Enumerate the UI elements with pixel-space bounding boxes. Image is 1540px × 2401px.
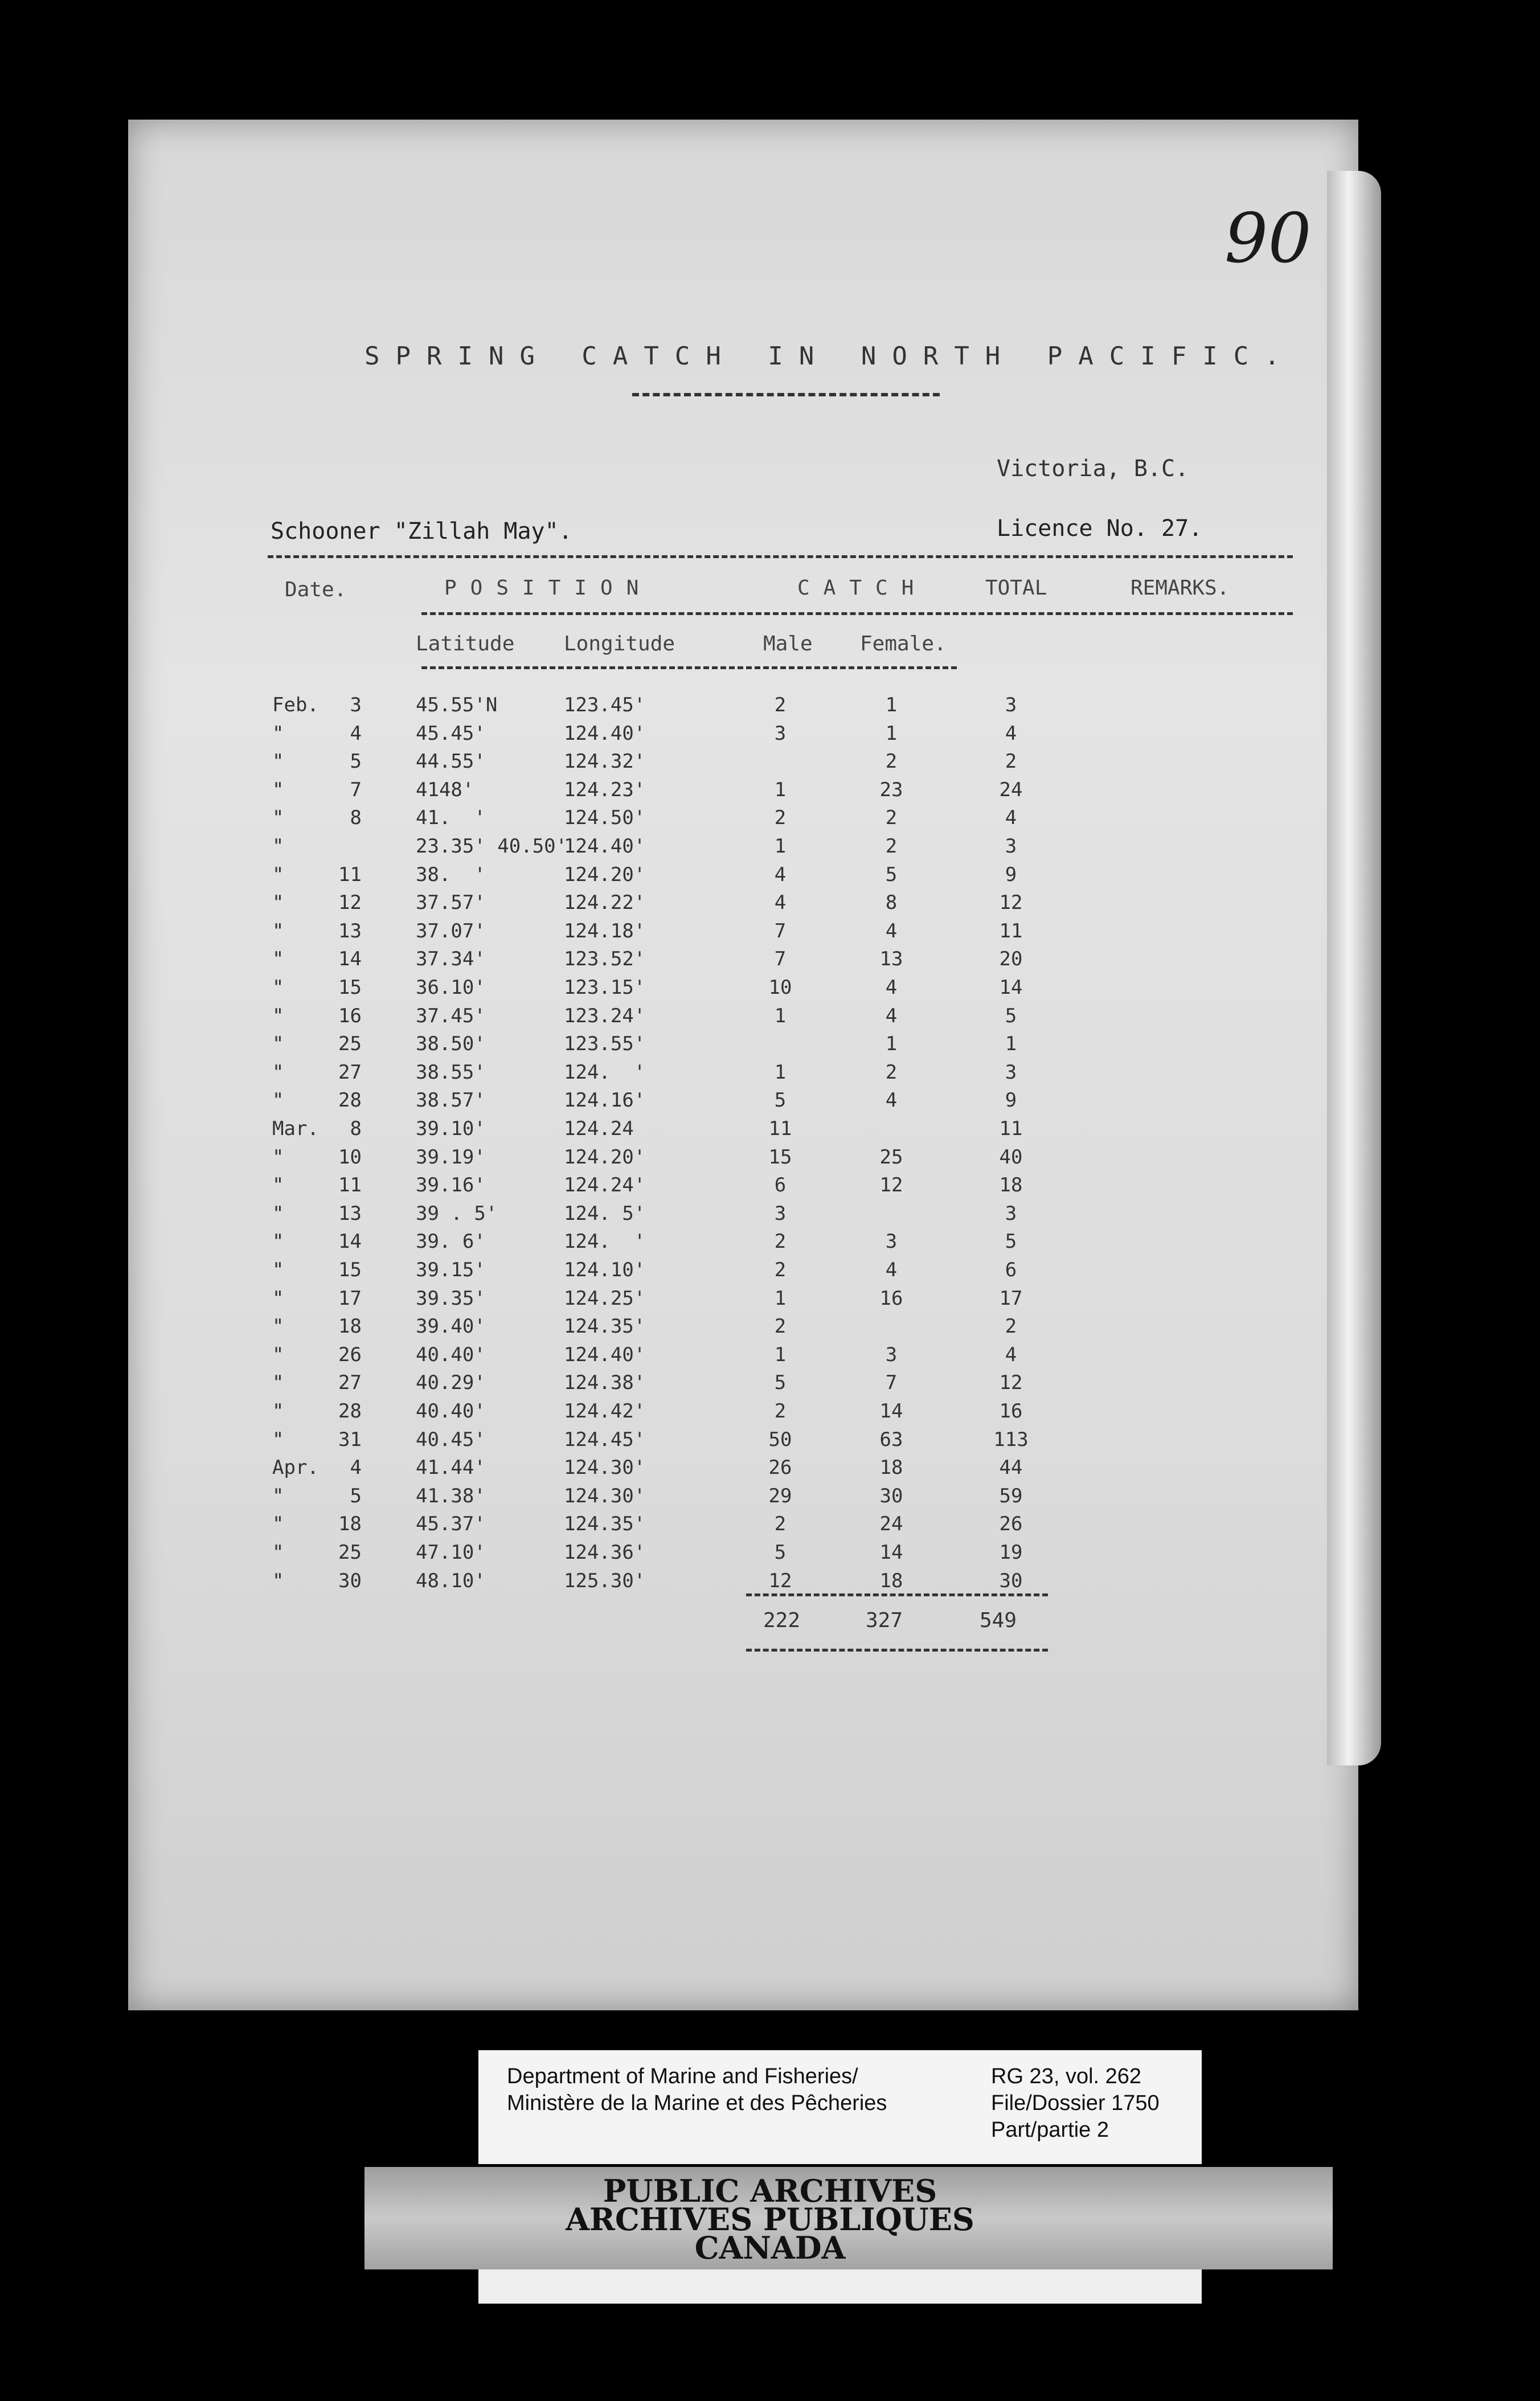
dept-french: Ministère de la Marine et des Pêcheries (507, 2091, 887, 2115)
cell-day: 7 (350, 779, 362, 801)
cell-month: " (272, 1513, 284, 1535)
cell-total: 3 (1005, 1061, 1017, 1084)
cell-day: 31 (338, 1428, 362, 1451)
cell-latitude: 39.19' (416, 1146, 486, 1169)
cell-day: 5 (350, 1485, 362, 1507)
cell-male: 50 (768, 1428, 792, 1451)
table-row (0, 1005, 1540, 1033)
cell-latitude: 40.29' (416, 1371, 486, 1394)
total-all: 549 (980, 1609, 1017, 1632)
header-male: Male (763, 632, 813, 655)
total-female: 327 (866, 1609, 903, 1632)
cell-month: " (272, 1061, 284, 1084)
cell-male: 2 (774, 1513, 787, 1535)
cell-female: 18 (879, 1570, 903, 1592)
cell-male: 5 (774, 1541, 787, 1564)
cell-month: " (272, 722, 284, 745)
cell-day: 26 (338, 1343, 362, 1366)
cell-month: " (272, 1032, 284, 1055)
cell-male: 2 (774, 1400, 787, 1423)
cell-longitude: 124.36' (564, 1541, 646, 1564)
cell-total: 14 (999, 976, 1023, 999)
table-row (0, 863, 1540, 892)
cell-total: 1 (1005, 1032, 1017, 1055)
cell-latitude: 41.38' (416, 1485, 486, 1507)
cell-male: 4 (774, 891, 787, 914)
table-row (0, 1400, 1540, 1428)
cell-longitude: 124.25' (564, 1287, 646, 1310)
cell-latitude: 37.34' (416, 948, 486, 970)
header-total: TOTAL (985, 576, 1047, 600)
cell-month: " (272, 1287, 284, 1310)
cell-month: " (272, 1371, 284, 1394)
table-row (0, 1174, 1540, 1202)
cell-latitude: 38.50' (416, 1032, 486, 1055)
cell-month: " (272, 1541, 284, 1564)
table-row (0, 750, 1540, 779)
cell-female: 24 (879, 1513, 903, 1535)
cell-female: 7 (885, 1371, 898, 1394)
table-row (0, 1146, 1540, 1174)
header-remarks: REMARKS. (1131, 576, 1230, 600)
cell-latitude: 39.15' (416, 1259, 486, 1281)
cell-day: 12 (338, 891, 362, 914)
cell-total: 16 (999, 1400, 1023, 1423)
cell-male: 7 (774, 920, 787, 943)
cell-day: 11 (338, 863, 362, 886)
stamp-archives-publiques: ARCHIVES PUBLIQUES (566, 2201, 974, 2238)
cell-day: 4 (350, 722, 362, 745)
cell-male: 7 (774, 948, 787, 970)
cell-month: " (272, 835, 284, 858)
cell-total: 17 (999, 1287, 1023, 1310)
cell-month: " (272, 750, 284, 773)
cell-month: " (272, 806, 284, 829)
cell-female: 14 (879, 1541, 903, 1564)
table-row (0, 1485, 1540, 1513)
table-row (0, 1089, 1540, 1117)
table-row (0, 1428, 1540, 1457)
cell-total: 18 (999, 1174, 1023, 1197)
cell-longitude: 123.24' (564, 1005, 646, 1027)
cell-day: 10 (338, 1146, 362, 1169)
cell-month: " (272, 1202, 284, 1225)
cell-longitude: 124. 5' (564, 1202, 646, 1225)
cell-female: 18 (879, 1456, 903, 1479)
cell-latitude: 37.57' (416, 891, 486, 914)
cell-total: 59 (999, 1485, 1023, 1507)
cell-month: " (272, 1089, 284, 1112)
cell-total: 5 (1005, 1230, 1017, 1253)
cell-day: 13 (338, 920, 362, 943)
cell-male: 2 (774, 694, 787, 716)
cell-latitude: 23.35' 40.50' (416, 835, 568, 858)
cell-total: 9 (1005, 863, 1017, 886)
cell-longitude: 124.30' (564, 1485, 646, 1507)
cell-longitude: 124.20' (564, 1146, 646, 1169)
cell-total: 12 (999, 1371, 1023, 1394)
cell-month: Feb. (272, 694, 319, 716)
cell-female: 4 (885, 920, 898, 943)
cell-month: " (272, 1230, 284, 1253)
cell-total: 24 (999, 779, 1023, 801)
cell-total: 12 (999, 891, 1023, 914)
cell-longitude: 124.30' (564, 1456, 646, 1479)
cell-month: " (272, 976, 284, 999)
table-row (0, 694, 1540, 722)
table-row (0, 1371, 1540, 1400)
table-row (0, 1315, 1540, 1343)
cell-male: 5 (774, 1089, 787, 1112)
cell-total: 19 (999, 1541, 1023, 1564)
cell-month: " (272, 1146, 284, 1169)
cell-female: 2 (885, 835, 898, 858)
cell-month: " (272, 1485, 284, 1507)
cell-female: 2 (885, 1061, 898, 1084)
cell-longitude: 123.15' (564, 976, 646, 999)
cell-longitude: 123.45' (564, 694, 646, 716)
cell-female: 13 (879, 948, 903, 970)
cell-longitude: 124.35' (564, 1315, 646, 1338)
cell-longitude: 124.22' (564, 891, 646, 914)
cell-longitude: 124.32' (564, 750, 646, 773)
cell-day: 17 (338, 1287, 362, 1310)
table-row (0, 1259, 1540, 1287)
cell-day: 28 (338, 1400, 362, 1423)
archive-ref-volume: RG 23, vol. 262 (991, 2064, 1142, 2088)
cell-longitude: 124.35' (564, 1513, 646, 1535)
cell-longitude: 124.10' (564, 1259, 646, 1281)
header-rule-mid (421, 612, 1293, 615)
archive-label (478, 2050, 1202, 2164)
cell-latitude: 41.44' (416, 1456, 486, 1479)
cell-male: 26 (768, 1456, 792, 1479)
cell-male: 11 (768, 1117, 792, 1140)
cell-day: 27 (338, 1061, 362, 1084)
cell-male: 4 (774, 863, 787, 886)
cell-total: 44 (999, 1456, 1023, 1479)
cell-day: 16 (338, 1005, 362, 1027)
cell-day: 8 (350, 1117, 362, 1140)
archive-ref-part: Part/partie 2 (991, 2118, 1109, 2142)
cell-longitude: 124.40' (564, 722, 646, 745)
cell-latitude: 40.40' (416, 1343, 486, 1366)
cell-latitude: 47.10' (416, 1541, 486, 1564)
cell-day: 25 (338, 1541, 362, 1564)
cell-longitude: 124. ' (564, 1061, 646, 1084)
cell-latitude: 4148' (416, 779, 474, 801)
cell-female: 2 (885, 750, 898, 773)
cell-total: 2 (1005, 1315, 1017, 1338)
cell-male: 6 (774, 1174, 787, 1197)
cell-total: 11 (999, 1117, 1023, 1140)
totals-rule-bottom (746, 1649, 1048, 1652)
cell-male: 1 (774, 1061, 787, 1084)
cell-male: 2 (774, 1315, 787, 1338)
cell-latitude: 38.57' (416, 1089, 486, 1112)
cell-total: 11 (999, 920, 1023, 943)
cell-latitude: 40.40' (416, 1400, 486, 1423)
cell-month: " (272, 891, 284, 914)
cell-total: 4 (1005, 1343, 1017, 1366)
cell-day: 15 (338, 976, 362, 999)
licence-number: Licence No. 27. (997, 515, 1203, 542)
cell-month: " (272, 1570, 284, 1592)
cell-day: 27 (338, 1371, 362, 1394)
cell-total: 3 (1005, 694, 1017, 716)
table-row (0, 1061, 1540, 1089)
cell-longitude: 124.50' (564, 806, 646, 829)
cell-latitude: 44.55' (416, 750, 486, 773)
cell-total: 3 (1005, 835, 1017, 858)
cell-male: 2 (774, 1230, 787, 1253)
table-row (0, 835, 1540, 863)
cell-day: 14 (338, 948, 362, 970)
cell-female: 4 (885, 976, 898, 999)
cell-latitude: 45.37' (416, 1513, 486, 1535)
cell-longitude: 123.52' (564, 948, 646, 970)
cell-total: 2 (1005, 750, 1017, 773)
table-row (0, 1343, 1540, 1372)
cell-latitude: 39 . 5' (416, 1202, 498, 1225)
cell-day: 25 (338, 1032, 362, 1055)
cell-longitude: 124.24' (564, 1174, 646, 1197)
cell-female: 1 (885, 694, 898, 716)
cell-latitude: 48.10' (416, 1570, 486, 1592)
cell-month: " (272, 1343, 284, 1366)
cell-female: 4 (885, 1259, 898, 1281)
cell-male: 10 (768, 976, 792, 999)
cell-day: 18 (338, 1315, 362, 1338)
cell-month: " (272, 779, 284, 801)
table-row (0, 779, 1540, 807)
cell-latitude: 39.10' (416, 1117, 486, 1140)
cell-month: " (272, 1174, 284, 1197)
dept-english: Department of Marine and Fisheries/ (507, 2064, 858, 2088)
cell-latitude: 39.35' (416, 1287, 486, 1310)
cell-latitude: 41. ' (416, 806, 486, 829)
table-row (0, 1117, 1540, 1146)
cell-female: 8 (885, 891, 898, 914)
cell-month: Mar. (272, 1117, 319, 1140)
table-row (0, 1032, 1540, 1061)
cell-day: 14 (338, 1230, 362, 1253)
cell-latitude: 39. 6' (416, 1230, 486, 1253)
cell-female: 4 (885, 1005, 898, 1027)
cell-longitude: 123.55' (564, 1032, 646, 1055)
cell-female: 2 (885, 806, 898, 829)
cell-female: 14 (879, 1400, 903, 1423)
cell-day: 28 (338, 1089, 362, 1112)
cell-day: 11 (338, 1174, 362, 1197)
document-title: SPRING CATCH IN NORTH PACIFIC. (364, 342, 1296, 371)
cell-month: " (272, 948, 284, 970)
cell-latitude: 39.40' (416, 1315, 486, 1338)
cell-longitude: 124.18' (564, 920, 646, 943)
cell-female: 1 (885, 722, 898, 745)
cell-month: " (272, 1259, 284, 1281)
cell-female: 63 (879, 1428, 903, 1451)
table-row (0, 1456, 1540, 1485)
cell-day: 13 (338, 1202, 362, 1225)
table-row (0, 948, 1540, 976)
cell-total: 113 (993, 1428, 1029, 1451)
cell-month: " (272, 920, 284, 943)
table-row (0, 976, 1540, 1005)
cell-male: 2 (774, 806, 787, 829)
cell-latitude: 38. ' (416, 863, 486, 886)
header-rule-top (268, 555, 1293, 558)
cell-longitude: 124.20' (564, 863, 646, 886)
cell-day: 8 (350, 806, 362, 829)
cell-month: " (272, 1428, 284, 1451)
cell-latitude: 38.55' (416, 1061, 486, 1084)
header-longitude: Longitude (564, 632, 675, 655)
cell-female: 25 (879, 1146, 903, 1169)
cell-day: 5 (350, 750, 362, 773)
vessel-name: Schooner "Zillah May". (271, 518, 572, 544)
cell-longitude: 124.45' (564, 1428, 646, 1451)
cell-female: 4 (885, 1089, 898, 1112)
cell-day: 18 (338, 1513, 362, 1535)
cell-male: 3 (774, 1202, 787, 1225)
cell-day: 30 (338, 1570, 362, 1592)
header-rule-bottom (421, 666, 957, 669)
cell-female: 3 (885, 1230, 898, 1253)
cell-male: 1 (774, 1005, 787, 1027)
total-male: 222 (763, 1609, 801, 1632)
cell-total: 30 (999, 1570, 1023, 1592)
cell-male: 29 (768, 1485, 792, 1507)
cell-female: 30 (879, 1485, 903, 1507)
cell-total: 3 (1005, 1202, 1017, 1225)
archive-strip-base (478, 2269, 1202, 2304)
cell-male: 2 (774, 1259, 787, 1281)
cell-male: 1 (774, 835, 787, 858)
cell-male: 1 (774, 1343, 787, 1366)
cell-day: 15 (338, 1259, 362, 1281)
cell-day: 3 (350, 694, 362, 716)
cell-total: 20 (999, 948, 1023, 970)
header-position: POSITION (444, 576, 653, 600)
cell-month: " (272, 863, 284, 886)
cell-total: 9 (1005, 1089, 1017, 1112)
cell-latitude: 36.10' (416, 976, 486, 999)
cell-longitude: 124.23' (564, 779, 646, 801)
cell-female: 3 (885, 1343, 898, 1366)
cell-latitude: 40.45' (416, 1428, 486, 1451)
cell-total: 26 (999, 1513, 1023, 1535)
cell-latitude: 45.55'N (416, 694, 498, 716)
cell-total: 4 (1005, 722, 1017, 745)
cell-longitude: 124.24 (564, 1117, 634, 1140)
cell-male: 3 (774, 722, 787, 745)
cell-day: 4 (350, 1456, 362, 1479)
cell-female: 23 (879, 779, 903, 801)
cell-longitude: 124. ' (564, 1230, 646, 1253)
header-latitude: Latitude (416, 632, 515, 655)
cell-longitude: 124.16' (564, 1089, 646, 1112)
cell-latitude: 39.16' (416, 1174, 486, 1197)
cell-longitude: 124.40' (564, 835, 646, 858)
cell-total: 5 (1005, 1005, 1017, 1027)
header-female: Female. (860, 632, 947, 655)
cell-month: Apr. (272, 1456, 319, 1479)
cell-male: 15 (768, 1146, 792, 1169)
header-catch: CATCH (797, 576, 928, 600)
cell-total: 4 (1005, 806, 1017, 829)
cell-longitude: 125.30' (564, 1570, 646, 1592)
cell-longitude: 124.42' (564, 1400, 646, 1423)
table-row (0, 722, 1540, 751)
table-row (0, 1230, 1540, 1259)
page-number: 90 (1224, 199, 1312, 278)
cell-male: 5 (774, 1371, 787, 1394)
cell-longitude: 124.38' (564, 1371, 646, 1394)
cell-male: 1 (774, 1287, 787, 1310)
table-row (0, 1202, 1540, 1231)
table-row (0, 920, 1540, 948)
cell-latitude: 45.45' (416, 722, 486, 745)
cell-female: 1 (885, 1032, 898, 1055)
cell-total: 6 (1005, 1259, 1017, 1281)
cell-month: " (272, 1400, 284, 1423)
table-row (0, 891, 1540, 920)
cell-longitude: 124.40' (564, 1343, 646, 1366)
stamp-canada: CANADA (694, 2230, 846, 2266)
cell-female: 5 (885, 863, 898, 886)
cell-male: 1 (774, 779, 787, 801)
table-row (0, 806, 1540, 835)
table-row (0, 1513, 1540, 1541)
cell-male: 12 (768, 1570, 792, 1592)
cell-total: 40 (999, 1146, 1023, 1169)
cell-latitude: 37.07' (416, 920, 486, 943)
header-date: Date. (285, 578, 347, 601)
archive-ref-file: File/Dossier 1750 (991, 2091, 1160, 2115)
totals-rule-top (746, 1593, 1048, 1596)
title-underline (632, 393, 940, 396)
stamp-public-archives: PUBLIC ARCHIVES (603, 2173, 937, 2209)
location: Victoria, B.C. (997, 456, 1189, 482)
cell-latitude: 37.45' (416, 1005, 486, 1027)
cell-month: " (272, 1315, 284, 1338)
cell-female: 16 (879, 1287, 903, 1310)
cell-female: 12 (879, 1174, 903, 1197)
cell-month: " (272, 1005, 284, 1027)
table-row (0, 1287, 1540, 1316)
table-row (0, 1541, 1540, 1570)
